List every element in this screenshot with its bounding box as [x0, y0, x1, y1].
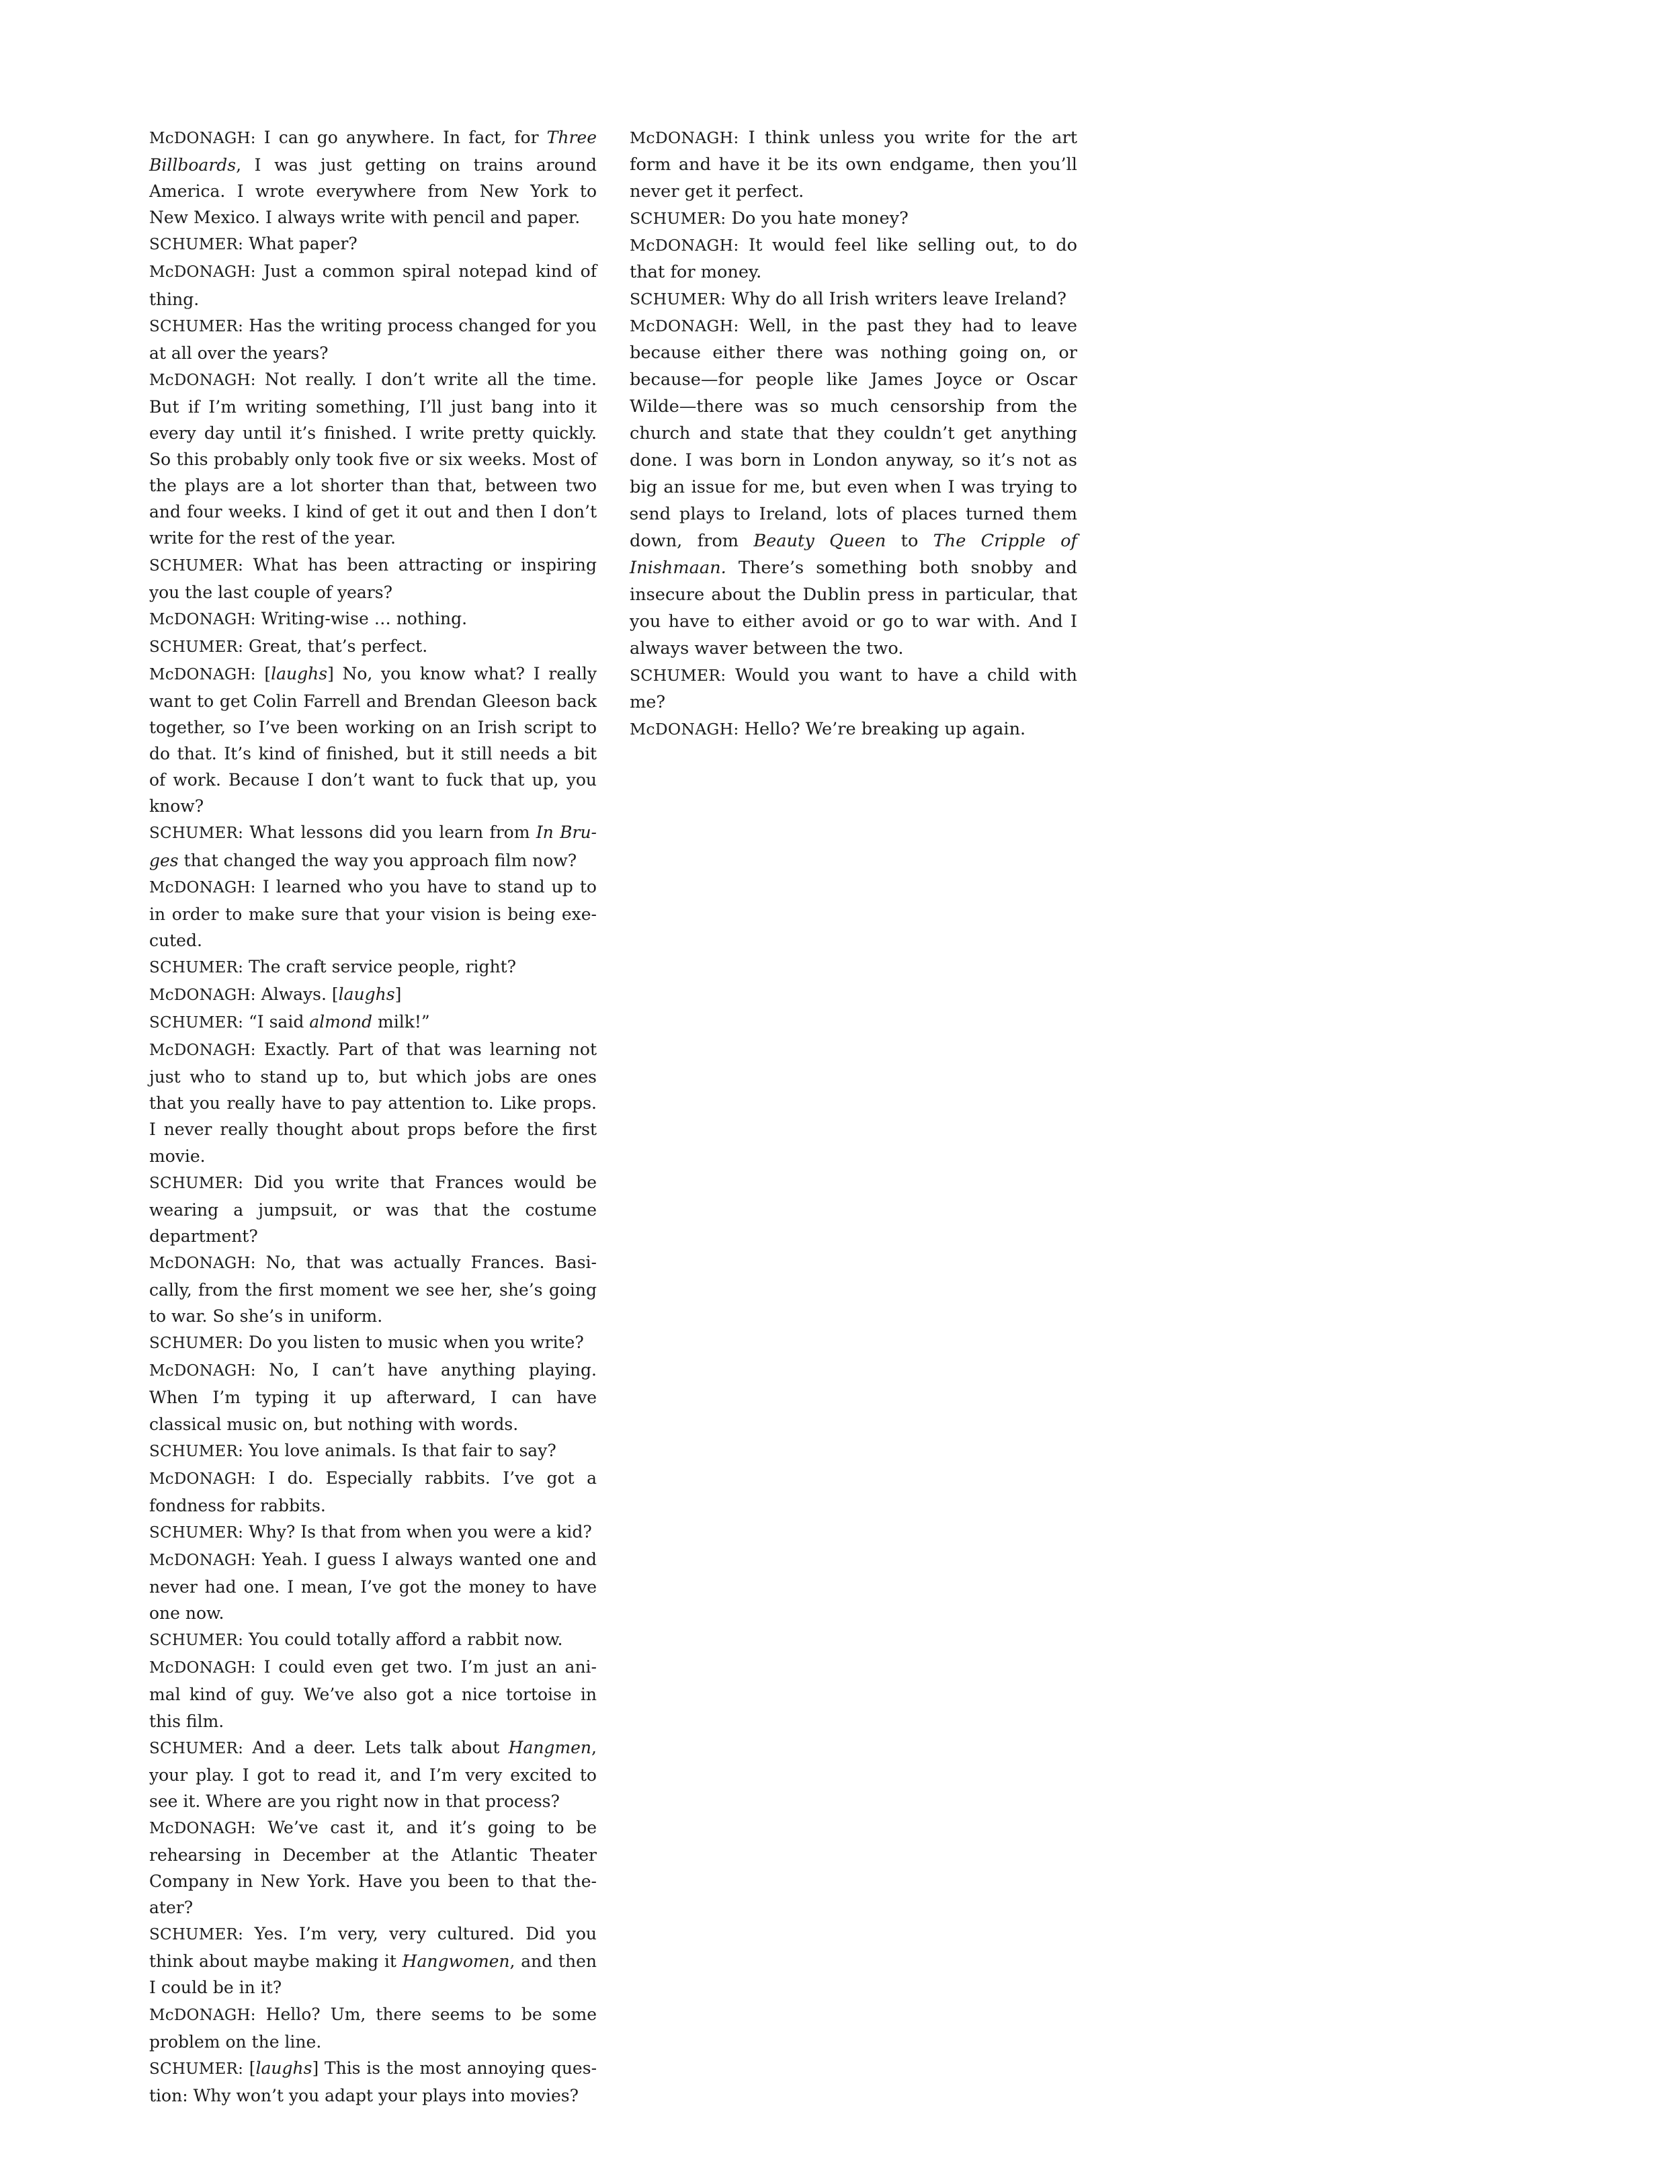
italic-title-text: laughs: [271, 663, 328, 683]
interview-paragraph: [149, 981, 597, 1009]
dialogue-text: I can go anywhere. In fact, for: [255, 128, 547, 147]
interview-paragraph: [149, 1654, 597, 1734]
interview-paragraph: [149, 819, 597, 873]
speaker-label: SCHUMER:: [149, 236, 244, 254]
dialogue-text: And a deer. Lets talk about: [243, 1737, 509, 1757]
interview-paragraph: [149, 1465, 597, 1519]
dialogue-text: ] This is the most annoying question: Why won’t you adapt your plays into movies?: [149, 2058, 597, 2105]
dialogue-text: Do you hate money?: [726, 208, 909, 228]
speaker-label: McDONAGH:: [630, 317, 739, 335]
italic-title-text: Three Billboards: [149, 128, 597, 175]
interview-paragraph: [149, 1009, 597, 1036]
italic-title-text: laughs: [255, 2058, 312, 2078]
dialogue-text: Exactly. Part of that was learning not just who to stand up to, but which jobs are ones that you really have to pay attention to. Like props. I never really thought about props before the first movie.: [149, 1040, 597, 1166]
speaker-label: SCHUMER:: [149, 556, 244, 575]
dialogue-text: Yeah. I guess I always wanted one and never had one. I mean, I’ve got the money to have one now.: [149, 1549, 597, 1624]
speaker-label: SCHUMER:: [149, 825, 244, 843]
interview-paragraph: [149, 1626, 597, 1654]
interview-paragraph: [149, 1814, 597, 1921]
interview-paragraph: [149, 230, 597, 258]
dialogue-text: Yes. I’m very, very cultured. Did you think about maybe making it: [149, 1924, 597, 1972]
dialogue-text: There’s something both snobby and insecure about the Dublin press in particular, that you have to either avoid or go to war with. And I always waver between the two.: [630, 558, 1077, 659]
speaker-label: SCHUMER:: [630, 666, 726, 685]
dialogue-text: No, I can’t have anything playing. When I’m typing it up afterward, I can have classical music on, but nothing with words.: [149, 1360, 597, 1434]
interview-paragraph: [149, 2055, 597, 2109]
dialogue-text: It would feel like selling out, to do that for money.: [630, 235, 1077, 282]
interview-paragraph: [630, 232, 1077, 286]
speaker-label: McDONAGH:: [149, 1362, 256, 1380]
dialogue-text: I think unless you write for the art form and have it be its own endgame, then you’ll never get it perfect.: [630, 128, 1077, 202]
dialogue-text: What has been attracting or inspiring you the last couple of years?: [149, 554, 597, 602]
dialogue-text: [: [255, 663, 271, 683]
interview-paragraph: [149, 1249, 597, 1329]
interview-paragraph: [149, 366, 597, 552]
italic-title-text: In Bruges: [149, 823, 597, 870]
dialogue-text: , I was just getting on trains around America. I wrote everywhere from New York to New Mexico. I always write with pencil and paper.: [149, 155, 597, 228]
speaker-label: McDONAGH:: [149, 1659, 256, 1677]
dialogue-text: Just a common spiral notepad kind of thing.: [149, 261, 597, 309]
interview-paragraph: [630, 312, 1077, 662]
dialogue-text: Not really. I don’t write all the time. But if I’m writing something, I’ll just bang into it every day until it’s finished. I write pretty quickly. So this probably only took five or six weeks. Most of the plays are a lot shorter than that, between two and four weeks. I kind of get it out and then I don’t write for the rest of the year.: [149, 369, 597, 548]
italic-title-text: Hangwomen: [402, 1951, 510, 1972]
interview-paragraph: [630, 205, 1077, 232]
speaker-label: SCHUMER:: [149, 958, 244, 976]
interview-paragraph: [630, 286, 1077, 312]
interview-paragraph: [149, 954, 597, 981]
dialogue-text: Well, in the past they had to leave because either there was nothing going on, or because—for people like James Joyce or Oscar Wilde—there was so much censorship from the church and state that they couldn’t get anything done. I was born in London anyway, so it’s not as big an issue for me, but even when I was trying to send plays to Ireland, lots of places turned them down, from: [630, 316, 1077, 551]
dialogue-text: [: [243, 2058, 256, 2078]
interview-paragraph: [149, 1437, 597, 1465]
dialogue-text: What paper?: [243, 234, 358, 254]
speaker-label: McDONAGH:: [149, 1470, 256, 1488]
dialogue-text: We’ve cast it, and it’s going to be rehearsing in December at the Atlantic Theater Company in New York. Have you been to that theater?: [149, 1817, 597, 1918]
speaker-label: McDONAGH:: [149, 371, 256, 389]
dialogue-text: Would you want to have a child with me?: [630, 665, 1077, 712]
speaker-label: McDONAGH:: [149, 130, 256, 147]
interview-paragraph: [630, 662, 1077, 716]
speaker-label: SCHUMER:: [149, 638, 244, 656]
dialogue-text: Great, that’s perfect.: [243, 636, 428, 656]
dialogue-text: Why? Is that from when you were a kid?: [243, 1521, 592, 1542]
italic-title-text: almond: [309, 1012, 373, 1032]
interview-paragraph: [149, 124, 597, 230]
dialogue-text: , your play. I got to read it, and I’m very excited to see it. Where are you right now in that process?: [149, 1737, 597, 1811]
dialogue-text: You love animals. Is that fair to say?: [243, 1440, 556, 1460]
dialogue-text: You could totally afford a rabbit now.: [243, 1630, 563, 1650]
speaker-label: SCHUMER:: [149, 2060, 244, 2078]
dialogue-text: Why do all Irish writers leave Ireland?: [726, 289, 1066, 309]
speaker-label: McDONAGH:: [149, 986, 256, 1004]
speaker-label: SCHUMER:: [149, 1335, 244, 1353]
text-column-right: [630, 124, 1077, 743]
interview-paragraph: [149, 1734, 597, 1814]
speaker-label: McDONAGH:: [149, 1254, 256, 1272]
dialogue-text: Has the writing process changed for you at all over the years?: [149, 315, 597, 363]
speaker-label: SCHUMER:: [630, 290, 726, 308]
interview-paragraph: [149, 312, 597, 366]
dialogue-text: Writing-wise … nothing.: [255, 608, 468, 628]
interview-paragraph: [149, 1357, 597, 1437]
speaker-label: SCHUMER:: [149, 317, 244, 335]
interview-paragraph: [149, 874, 597, 954]
speaker-label: McDONAGH:: [630, 720, 739, 739]
dialogue-text: Did you write that Frances would be wearing a jumpsuit, or was that the costume department?: [149, 1172, 597, 1246]
speaker-label: McDONAGH:: [149, 2006, 256, 2024]
speaker-label: SCHUMER:: [149, 1442, 244, 1460]
speaker-label: SCHUMER:: [149, 1523, 244, 1542]
speaker-label: McDONAGH:: [149, 1042, 256, 1060]
text-column-left: [149, 124, 597, 2109]
dialogue-text: , and then I could be in it?: [149, 1951, 597, 1998]
italic-title-text: Hangmen: [508, 1737, 592, 1757]
speaker-label: McDONAGH:: [149, 878, 256, 896]
interview-paragraph: [630, 124, 1077, 205]
dialogue-text: I could even get two. I’m just an animal kind of guy. We’ve also got a nice tortoise in this film.: [149, 1657, 597, 1731]
dialogue-text: Hello? Um, there seems to be some problem on the line.: [149, 2004, 597, 2052]
interview-paragraph: [149, 1036, 597, 1169]
interview-paragraph: [149, 605, 597, 633]
dialogue-text: I do. Especially rabbits. I’ve got a fondness for rabbits.: [149, 1468, 597, 1515]
speaker-label: SCHUMER:: [149, 1014, 244, 1032]
dialogue-text: to: [886, 531, 933, 551]
italic-title-text: laughs: [338, 984, 395, 1004]
dialogue-text: that changed the way you approach film now?: [178, 850, 577, 870]
dialogue-text: milk!”: [372, 1012, 430, 1032]
dialogue-text: Hello? We’re breaking up again.: [739, 719, 1026, 739]
dialogue-text: The craft service people, right?: [243, 956, 517, 976]
dialogue-text: ] No, you know what? I really want to get Colin Farrell and Brendan Gleeson back together, so I’ve been working on an Irish script to do that. It’s kind of finished, but it still needs a bit of work. Because I don’t want to fuck that up, you know?: [149, 663, 597, 816]
speaker-label: McDONAGH:: [149, 665, 256, 683]
italic-title-text: Beauty Queen: [753, 531, 886, 551]
interview-paragraph: [149, 258, 597, 312]
dialogue-text: No, that was actually Frances. Basically, from the first moment we see her, she’s going to war. So she’s in uniform.: [149, 1252, 597, 1327]
interview-paragraph: [149, 633, 597, 661]
speaker-label: McDONAGH:: [630, 128, 739, 147]
interview-paragraph: [149, 1546, 597, 1626]
interview-paragraph: [149, 661, 597, 820]
interview-paragraph: [149, 1329, 597, 1357]
speaker-label: McDONAGH:: [149, 610, 256, 628]
speaker-label: SCHUMER:: [149, 1632, 244, 1650]
speaker-label: McDONAGH:: [630, 236, 739, 255]
interview-paragraph: [149, 2001, 597, 2055]
speaker-label: McDONAGH:: [149, 263, 256, 282]
interview-paragraph: [630, 716, 1077, 743]
speaker-label: SCHUMER:: [149, 1739, 244, 1757]
dialogue-text: “I said: [243, 1012, 310, 1032]
dialogue-text: I learned who you have to stand up to in order to make sure that your vision is being executed.: [149, 876, 597, 950]
dialogue-text: Always. [: [255, 984, 339, 1004]
speaker-label: SCHUMER:: [630, 209, 726, 228]
speaker-label: McDONAGH:: [149, 1819, 256, 1837]
dialogue-text: ]: [394, 984, 402, 1004]
interview-paragraph: [149, 1169, 597, 1249]
speaker-label: SCHUMER:: [149, 1174, 244, 1192]
interview-paragraph: [149, 1519, 597, 1546]
speaker-label: McDONAGH:: [149, 1551, 256, 1569]
interview-paragraph: [149, 1921, 597, 2001]
interview-paragraph: [149, 552, 597, 605]
dialogue-text: Do you listen to music when you write?: [243, 1333, 584, 1353]
dialogue-text: What lessons did you learn from: [243, 823, 536, 843]
speaker-label: SCHUMER:: [149, 1926, 244, 1944]
italic-title-text: The Cripple of Inishmaan.: [630, 531, 1077, 578]
